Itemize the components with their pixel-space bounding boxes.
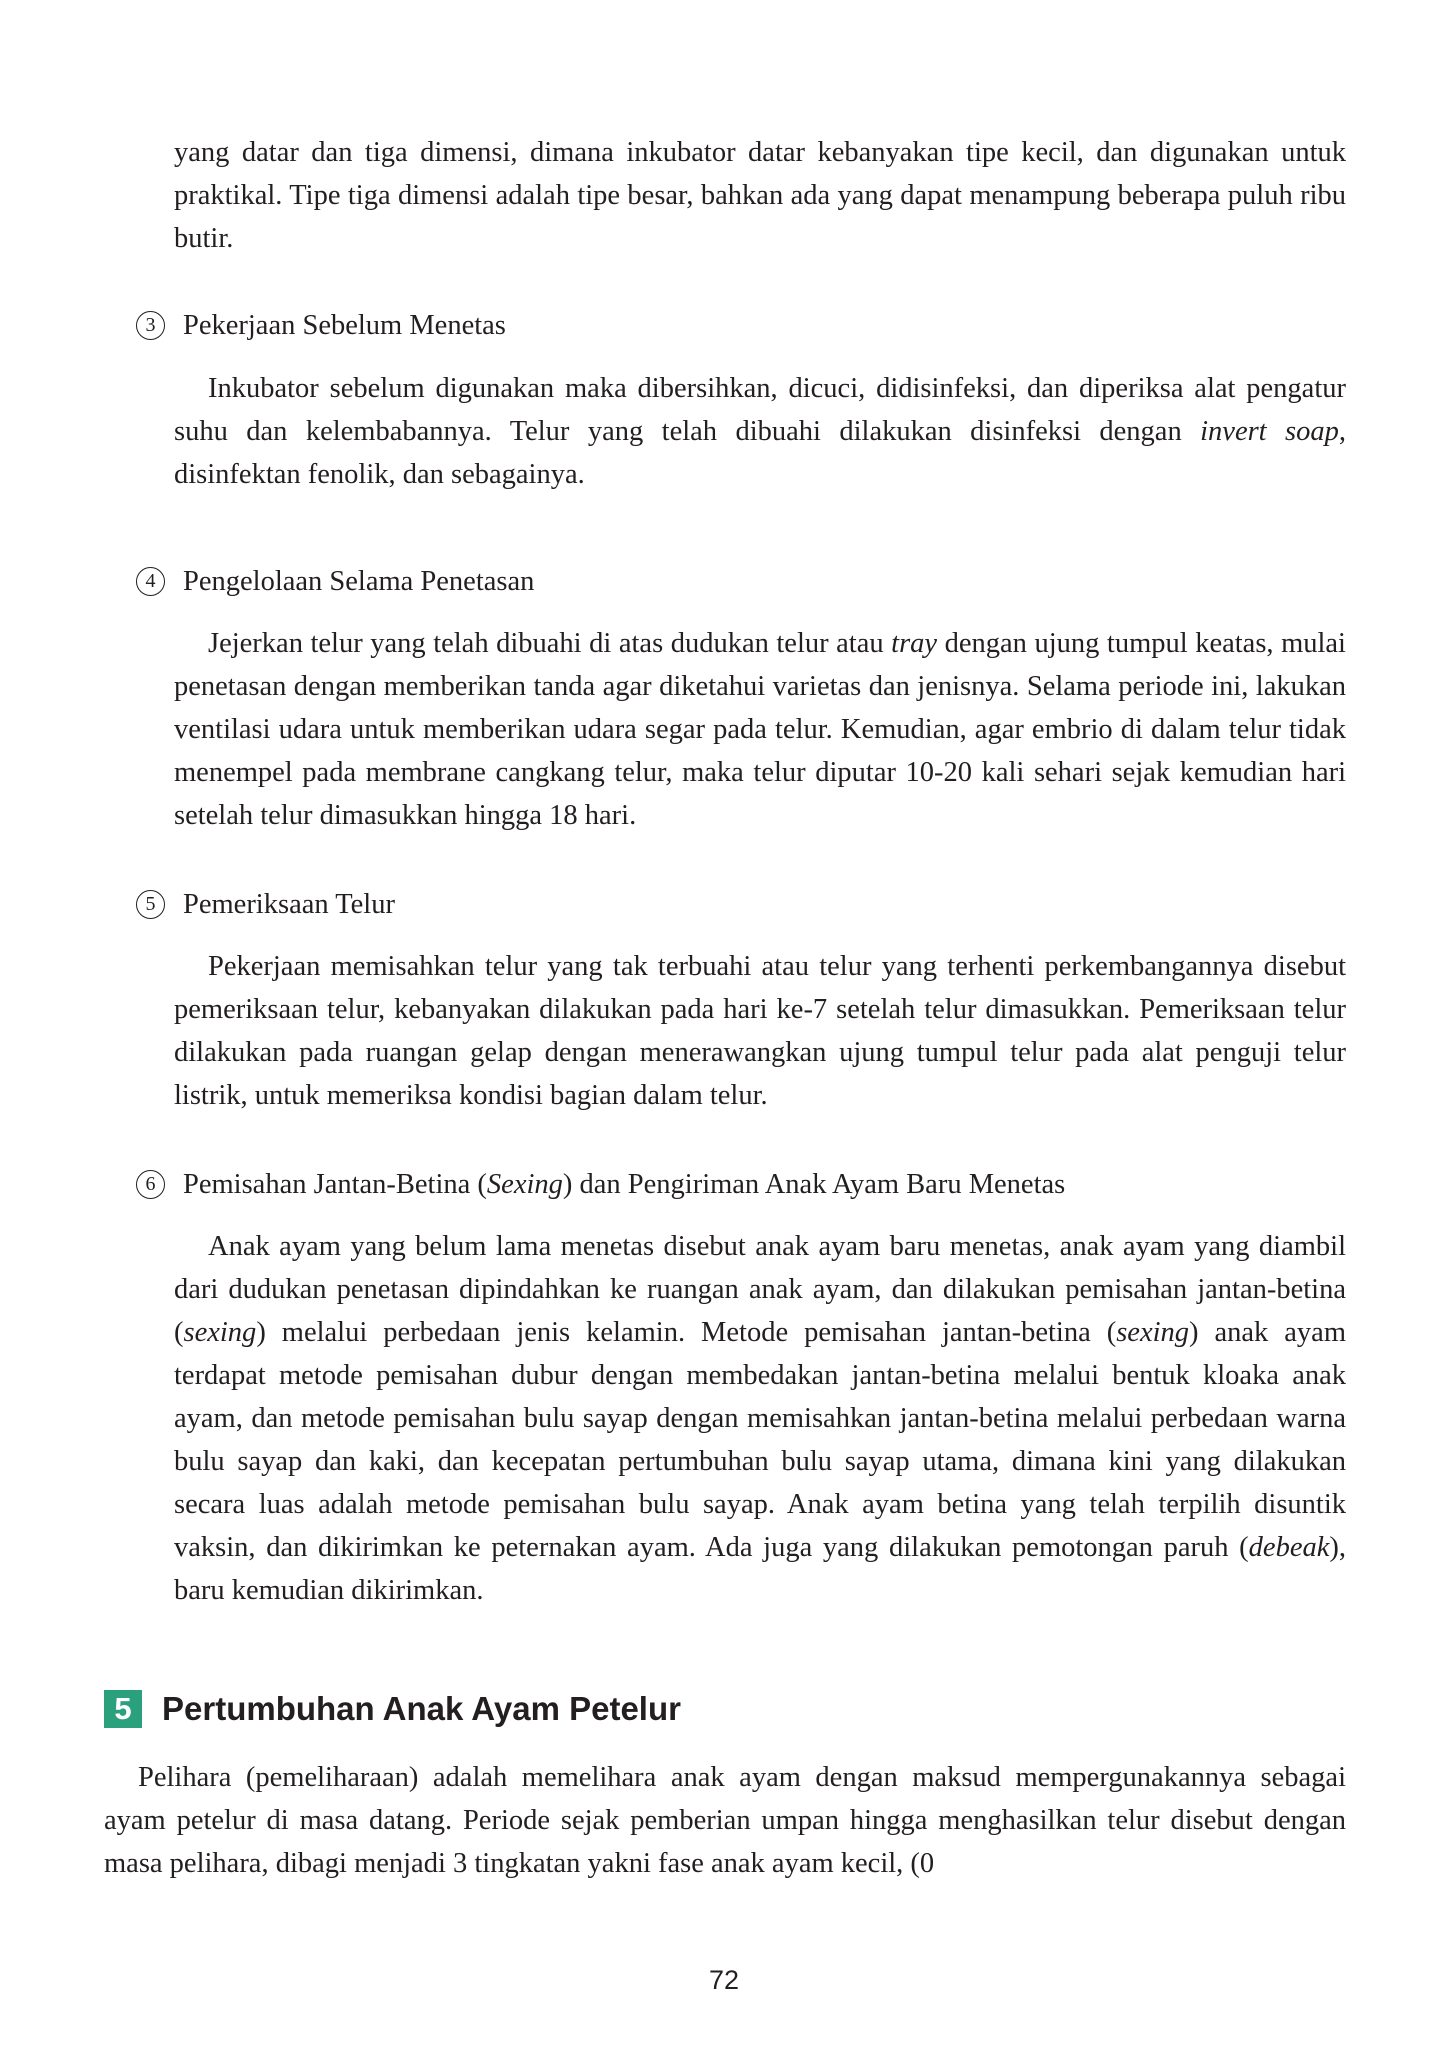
item-body-6-text-d: ), baru kemudian dikirimkan.: [174, 1532, 1346, 1606]
item-title-5: Pemeriksaan Telur: [183, 889, 395, 920]
item-body-3-italic: invert soap: [1200, 416, 1339, 447]
item-body-6-italic-1: sexing: [183, 1317, 257, 1348]
section-number-badge: 5: [104, 1690, 142, 1728]
item-body-4-text-a: Jejerkan telur yang telah dibuahi di atas dudukan telur atau: [208, 628, 892, 659]
item-body-6-text-c: ) anak ayam terdapat metode pemisahan dubur dengan membedakan jantan-betina melalui bentuk kloaka anak ayam, dan metode pemisahan bulu sayap dengan memisahkan jantan-betina melalui perbedaan warna bulu sayap dan kaki, dan kecepatan pertumbuhan bulu sayap utama, dimana kini yang dilakukan secara luas adalah metode pemisahan bulu sayap. Anak ayam betina yang telah terpilih disuntik vaksin, dan dikirimkan ke peternakan ayam. Ada juga yang dilakukan pemotongan paruh (: [174, 1317, 1346, 1563]
item-body-6-italic-2: sexing: [1116, 1317, 1190, 1348]
item-body-6-italic-3: debeak: [1248, 1532, 1330, 1563]
item-body-5: Pekerjaan memisahkan telur yang tak terbuahi atau telur yang terhenti perkembangannya disebut pemeriksaan telur, kebanyakan dilakukan pada hari ke-7 setelah telur dimasukkan. Pemeriksaan telur dilakukan pada ruangan gelap dengan menerawangkan ujung tumpul telur pada alat penguji telur listrik, untuk memeriksa kondisi bagian dalam telur.: [174, 951, 1346, 1111]
item-title-6-italic: Sexing: [486, 1169, 563, 1200]
item-title-4: Pengelolaan Selama Penetasan: [183, 566, 535, 597]
item-body-3: [174, 367, 1346, 496]
item-heading-4: [136, 560, 534, 603]
top-paragraph: yang datar dan tiga dimensi, dimana inkubator datar kebanyakan tipe kecil, dan digunakan untuk praktikal. Tipe tiga dimensi adalah tipe besar, bahkan ada yang dapat menampung beberapa puluh ribu butir.: [174, 137, 1346, 254]
item-number-3: 3: [136, 311, 165, 340]
item-body-4-italic: tray: [891, 628, 938, 659]
item-heading-6: [136, 1163, 1065, 1206]
item-body-3-text-a: Inkubator sebelum digunakan maka dibersihkan, dicuci, didisinfeksi, dan diperiksa alat pengatur suhu dan kelembabannya. Telur yang telah dibuahi dilakukan disinfeksi dengan: [174, 373, 1346, 447]
page-number: 72: [708, 1965, 740, 1995]
item-title-6-b: ) dan Pengiriman Anak Ayam Baru Menetas: [562, 1169, 1066, 1200]
item-body-4-text-b: dengan ujung tumpul keatas, mulai penetasan dengan memberikan tanda agar diketahui varietas dan jenisnya. Selama periode ini, lakukan ventilasi udara untuk memberikan udara segar pada telur. Kemudian, agar embrio di dalam telur tidak menempel pada membrane cangkang telur, maka telur diputar 10-20 kali sehari sejak kemudian hari setelah telur dimasukkan hingga 18 hari.: [174, 628, 1346, 831]
item-body-4: [174, 622, 1346, 837]
section-paragraph: Pelihara (pemeliharaan) adalah memelihara anak ayam dengan maksud mempergunakannya sebagai ayam petelur di masa datang. Periode sejak pemberian umpan hingga menghasilkan telur disebut dengan masa pelihara, dibagi menjadi 3 tingkatan yakni fase anak ayam kecil, (0: [104, 1762, 1346, 1879]
item-number-5: 5: [136, 890, 165, 919]
item-title-3: Pekerjaan Sebelum Menetas: [183, 310, 506, 341]
item-body-3-text-b: , disinfektan fenolik, dan sebagainya.: [174, 416, 1346, 490]
item-number-6: 6: [136, 1170, 165, 1199]
section-title: Pertumbuhan Anak Ayam Petelur: [162, 1690, 681, 1727]
item-heading-3: [136, 304, 506, 347]
item-title-6-a: Pemisahan Jantan-Betina (: [183, 1169, 487, 1200]
item-heading-5: [136, 883, 395, 926]
item-number-4: 4: [136, 567, 165, 596]
item-body-6: [174, 1225, 1346, 1612]
section-heading: [104, 1690, 681, 1728]
item-body-6-text-b: ) melalui perbedaan jenis kelamin. Metode pemisahan jantan-betina (: [256, 1317, 1117, 1348]
item-body-6-text-a: Anak ayam yang belum lama menetas disebut anak ayam baru menetas, anak ayam yang diambil dari dudukan penetasan dipindahkan ke ruangan anak ayam, dan dilakukan pemisahan jantan-betina (: [174, 1231, 1346, 1348]
